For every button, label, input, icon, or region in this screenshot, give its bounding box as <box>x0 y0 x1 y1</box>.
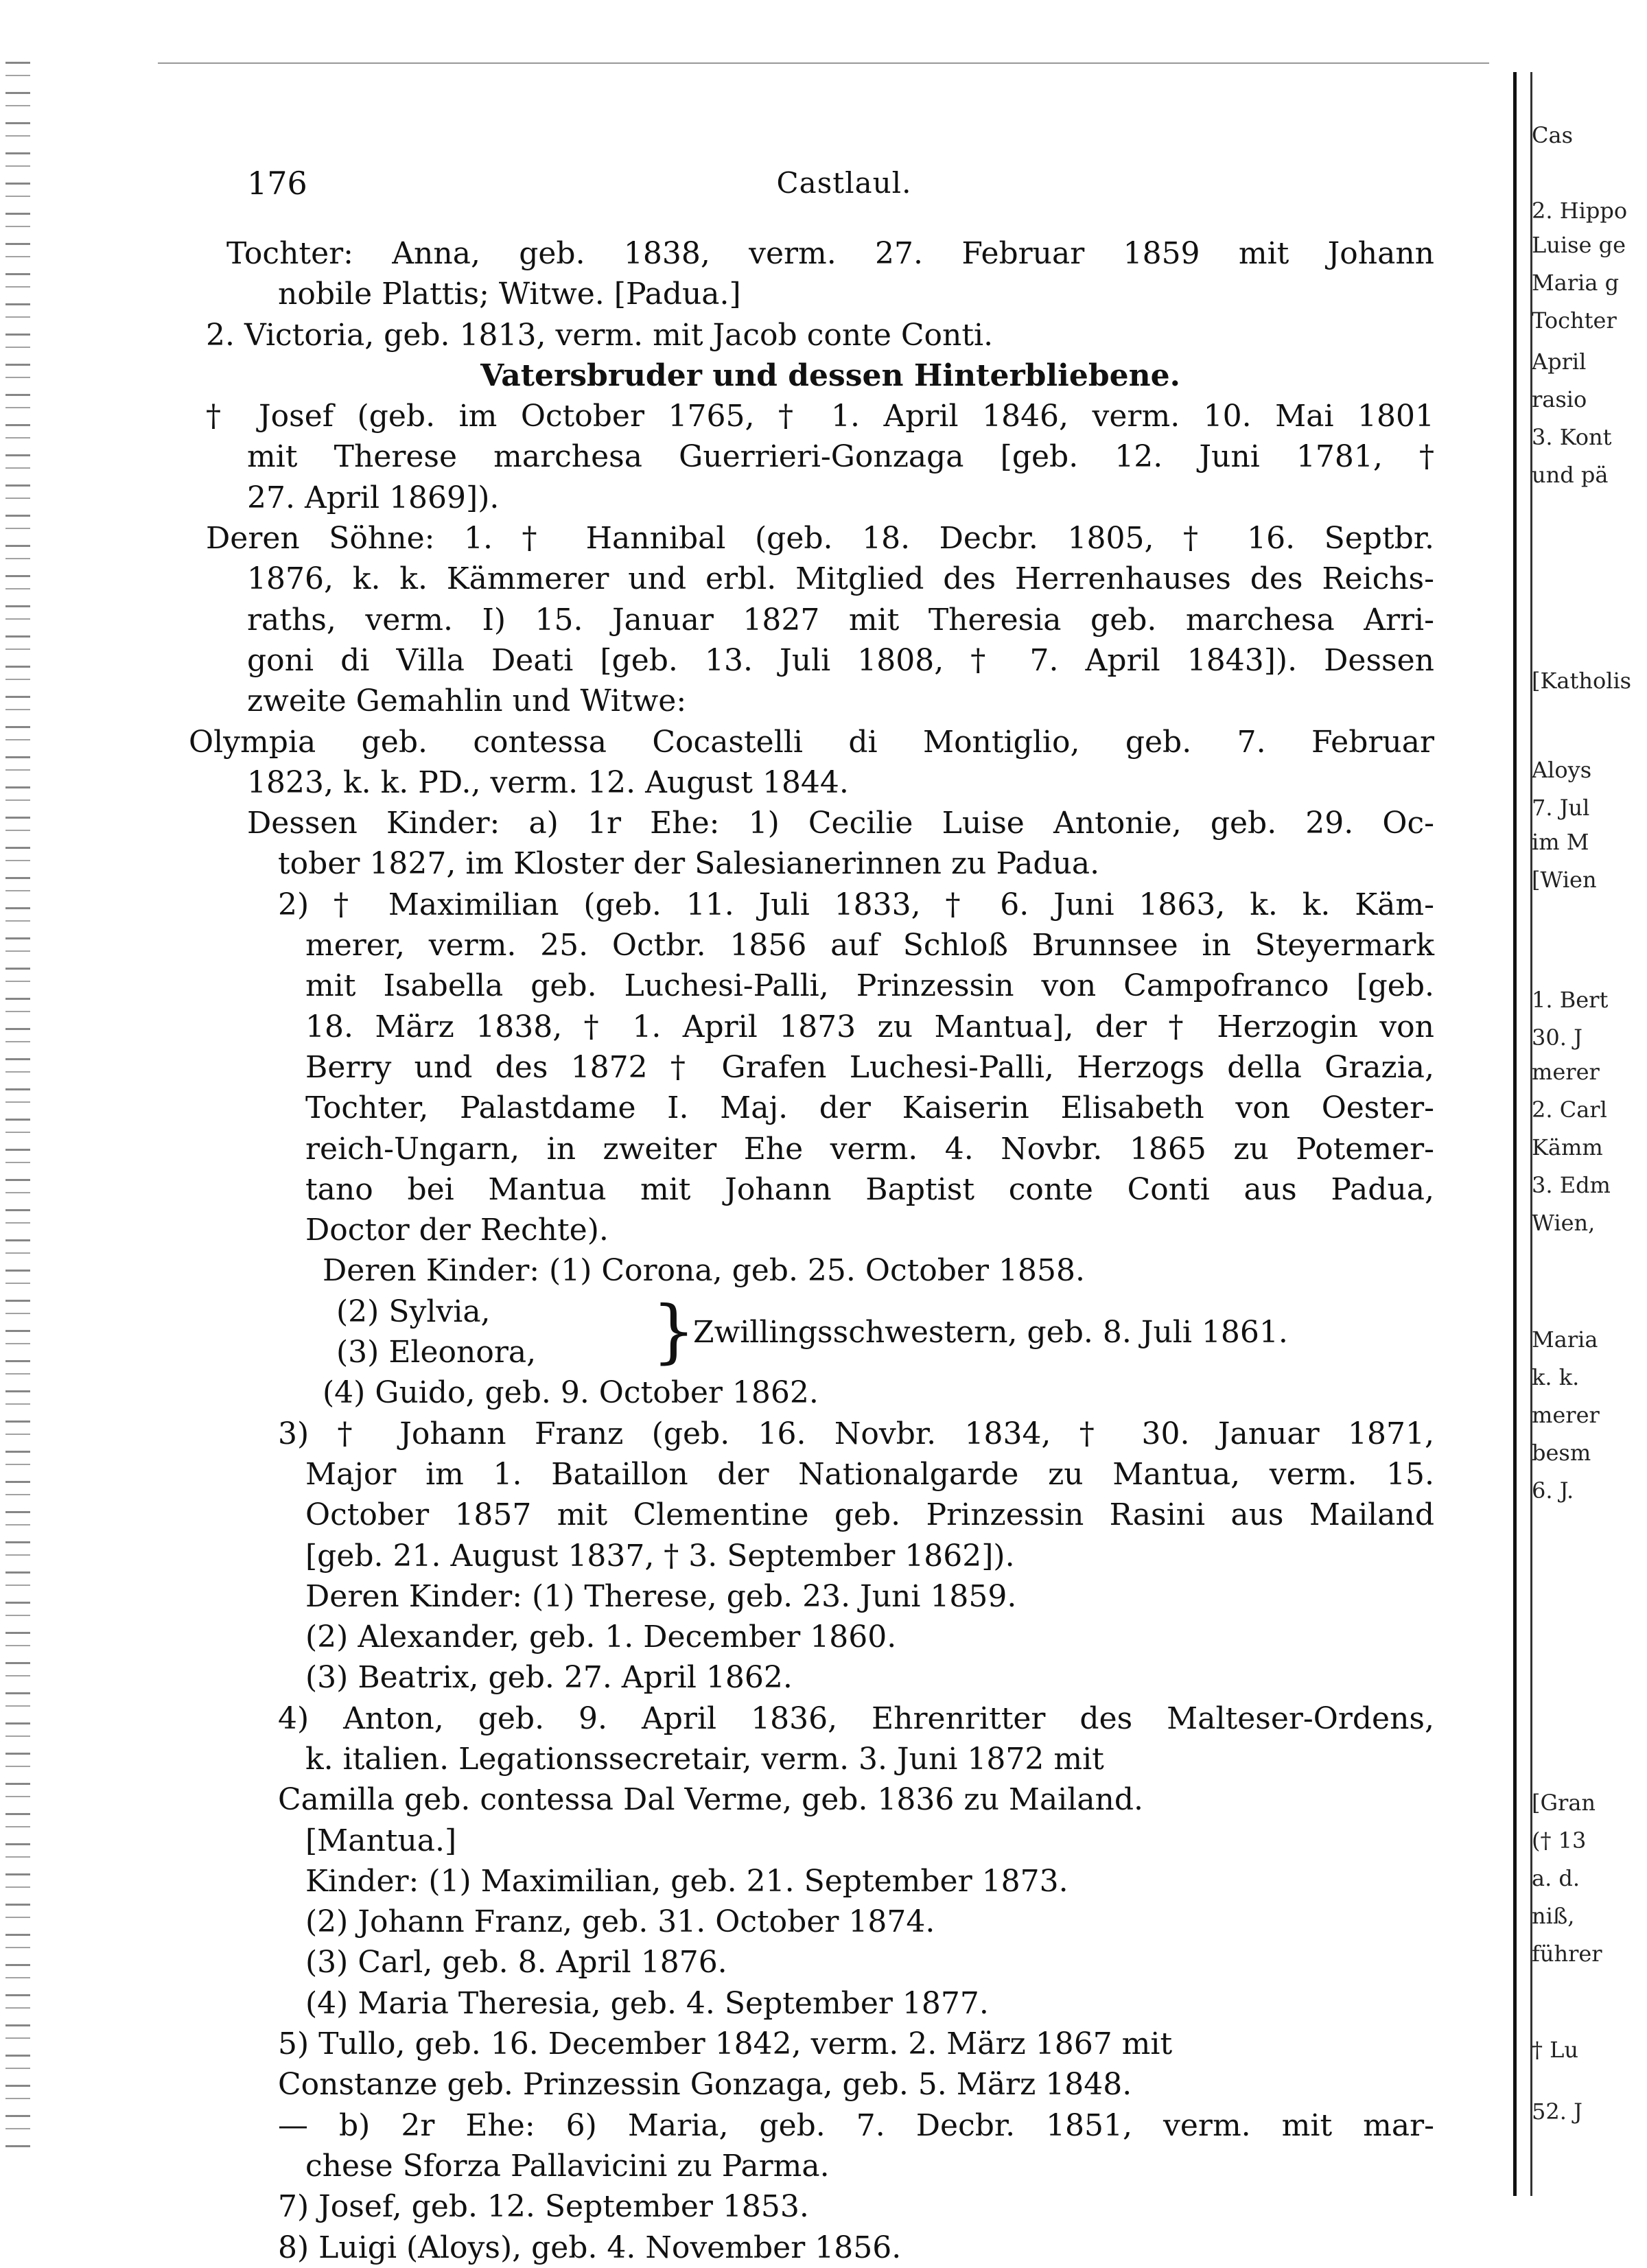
text-line: (4) Guido, geb. 9. October 1862. <box>323 1375 819 1411</box>
text-line: Deren Kinder: (1) Corona, geb. 25. October 1858. <box>323 1253 1085 1289</box>
text-line: October 1857 mit Clementine geb. Prinzessin Rasini aus Mailand <box>305 1497 1434 1533</box>
neighbor-text: k. k. <box>1532 1364 1580 1390</box>
text-line: Kinder: (1) Maximilian, geb. 21. September 1873. <box>305 1863 1068 1899</box>
text-line: (2) Sylvia, <box>336 1294 491 1329</box>
text-line: Doctor der Rechte). <box>305 1213 609 1248</box>
text-line: Berry und des 1872 † Grafen Luchesi-Palli, Herzogs della Grazia, <box>305 1049 1434 1085</box>
text-line: tano bei Mantua mit Johann Baptist conte Conti aus Padua, <box>305 1171 1434 1207</box>
neighbor-text: 52. J <box>1532 2099 1582 2125</box>
book-gutter <box>1513 72 1532 2196</box>
text-line: Tochter: Anna, geb. 1838, verm. 27. Februar 1859 mit Johann <box>226 236 1434 271</box>
text-line: (3) Carl, geb. 8. April 1876. <box>305 1945 727 1980</box>
page-text <box>189 233 1434 2268</box>
neighbor-text: und pä <box>1532 462 1609 488</box>
text-line: k. italien. Legationssecretair, verm. 3. Juni 1872 mit <box>305 1741 1104 1777</box>
neighbor-text: 1. Bert <box>1532 987 1609 1013</box>
neighbor-text: [Wien <box>1532 867 1597 893</box>
text-line: 2. Victoria, geb. 1813, verm. mit Jacob conte Conti. <box>206 317 994 353</box>
neighbor-text: Kämm <box>1532 1134 1603 1160</box>
neighbor-text: im M <box>1532 829 1589 855</box>
text-line: (2) Johann Franz, geb. 31. October 1874. <box>305 1904 935 1940</box>
text-line: Camilla geb. contessa Dal Verme, geb. 1836 zu Mailand. <box>278 1782 1144 1818</box>
text-line: Dessen Kinder: a) 1r Ehe: 1) Cecilie Luise Antonie, geb. 29. Oc- <box>247 806 1434 841</box>
page-header <box>247 165 1441 206</box>
twins-note: Zwillingsschwestern, geb. 8. Juli 1861. <box>693 1314 1288 1350</box>
neighbor-text: 3. Kont <box>1532 424 1612 450</box>
neighbor-text: 3. Edm <box>1532 1172 1611 1198</box>
text-line: 8) Luigi (Aloys), geb. 4. November 1856. <box>278 2230 902 2265</box>
text-line: merer, verm. 25. Octbr. 1856 auf Schloß Brunnsee in Steyermark <box>305 928 1434 963</box>
page-number: 176 <box>247 165 307 202</box>
neighbor-text: 30. J <box>1532 1025 1582 1051</box>
text-line: Deren Kinder: (1) Therese, geb. 23. Juni 1859. <box>305 1578 1017 1614</box>
text-line: tober 1827, im Kloster der Salesianerinnen zu Padua. <box>278 846 1100 882</box>
running-title: Castlaul. <box>776 166 912 200</box>
neighbor-text: 7. Jul <box>1532 795 1590 821</box>
neighbor-text: führer <box>1532 1941 1602 1967</box>
text-line: 5) Tullo, geb. 16. December 1842, verm. 2. März 1867 mit <box>278 2026 1173 2062</box>
text-line: chese Sforza Pallavicini zu Parma. <box>305 2148 830 2184</box>
neighbor-text: niß, <box>1532 1903 1575 1929</box>
twins-group <box>226 1291 1434 1373</box>
text-line: (2) Alexander, geb. 1. December 1860. <box>305 1620 897 1655</box>
neighbor-text: 2. Carl <box>1532 1097 1607 1123</box>
neighbor-text: merer <box>1532 1402 1600 1428</box>
text-line: [geb. 21. August 1837, † 3. September 1862]). <box>305 1538 1015 1574</box>
text-line: (3) Beatrix, geb. 27. April 1862. <box>305 1660 793 1696</box>
text-line: 4) Anton, geb. 9. April 1836, Ehrenritter des Malteser-Ordens, <box>278 1700 1434 1736</box>
text-line: 27. April 1869]). <box>247 480 500 515</box>
text-line: reich-Ungarn, in zweiter Ehe verm. 4. Novbr. 1865 zu Potemer- <box>305 1131 1434 1167</box>
neighbor-text: April <box>1532 349 1587 375</box>
text-line: † Josef (geb. im October 1765, † 1. April 1846, verm. 10. Mai 1801 <box>206 399 1434 434</box>
brace-glyph: } <box>652 1290 696 1371</box>
neighbor-text: [Katholis <box>1532 668 1632 694</box>
text-line: Constanze geb. Prinzessin Gonzaga, geb. 5. März 1848. <box>278 2067 1132 2103</box>
neighbor-text: Cas <box>1532 124 1573 148</box>
neighbor-text: merer <box>1532 1059 1600 1085</box>
text-line: mit Isabella geb. Luchesi-Palli, Prinzessin von Campofranco [geb. <box>305 968 1434 1004</box>
neighbor-text: a. d. <box>1532 1865 1580 1891</box>
text-line: mit Therese marchesa Guerrieri-Gonzaga [geb. 12. Juni 1781, † <box>247 439 1434 475</box>
neighbor-text: Maria <box>1532 1326 1598 1353</box>
text-line: zweite Gemahlin und Witwe: <box>247 683 687 719</box>
text-line: goni di Villa Deati [geb. 13. Juli 1808, † 7. April 1843]). Dessen <box>247 642 1434 678</box>
text-line: (4) Maria Theresia, geb. 4. September 1877. <box>305 1985 989 2021</box>
text-line: — b) 2r Ehe: 6) Maria, geb. 7. Decbr. 1851, verm. mit mar- <box>278 2107 1434 2143</box>
neighbor-text: Wien, <box>1532 1210 1596 1236</box>
neighbor-text: rasio <box>1532 386 1587 412</box>
text-line: raths, verm. I) 15. Januar 1827 mit Theresia geb. marchesa Arri- <box>247 602 1434 638</box>
neighbor-text: Aloys <box>1532 757 1592 783</box>
text-line: Olympia geb. contessa Cocastelli di Montiglio, geb. 7. Februar <box>189 724 1434 760</box>
text-line: (3) Eleonora, <box>336 1335 537 1370</box>
text-line: 2) † Maximilian (geb. 11. Juli 1833, † 6. Juni 1863, k. k. Käm- <box>278 887 1434 922</box>
neighbor-page-fragment <box>1532 124 1647 2182</box>
neighbor-text: († 13 <box>1532 1827 1587 1854</box>
text-line: 7) Josef, geb. 12. September 1853. <box>278 2189 809 2225</box>
text-line: 18. März 1838, † 1. April 1873 zu Mantua], der † Herzogin von <box>305 1009 1434 1044</box>
neighbor-text: 2. Hippo <box>1532 198 1628 224</box>
text-line: Tochter, Palastdame I. Maj. der Kaiserin Elisabeth von Oester- <box>305 1090 1434 1126</box>
text-line: 3) † Johann Franz (geb. 16. Novbr. 1834, † 30. Januar 1871, <box>278 1416 1434 1451</box>
text-line: Deren Söhne: 1. † Hannibal (geb. 18. Decbr. 1805, † 16. Septbr. <box>206 521 1434 557</box>
section-heading: Vatersbruder und dessen Hinterbliebene. <box>480 358 1180 393</box>
neighbor-text: † Lu <box>1532 2037 1579 2063</box>
text-line: Major im 1. Bataillon der Nationalgarde zu Mantua, verm. 15. <box>305 1456 1434 1492</box>
neighbor-text: Tochter <box>1532 307 1617 334</box>
neighbor-text: besm <box>1532 1440 1591 1466</box>
neighbor-text: 6. J. <box>1532 1477 1574 1504</box>
neighbor-text: Maria g <box>1532 270 1620 296</box>
text-line: 1823, k. k. PD., verm. 12. August 1844. <box>247 764 849 800</box>
neighbor-text: Luise ge <box>1532 232 1626 258</box>
neighbor-text: [Gran <box>1532 1790 1596 1816</box>
text-line: 1876, k. k. Kämmerer und erbl. Mitglied des Herrenhauses des Reichs- <box>247 561 1434 597</box>
text-line: nobile Plattis; Witwe. [Padua.] <box>278 277 741 312</box>
text-line: [Mantua.] <box>305 1823 457 1858</box>
